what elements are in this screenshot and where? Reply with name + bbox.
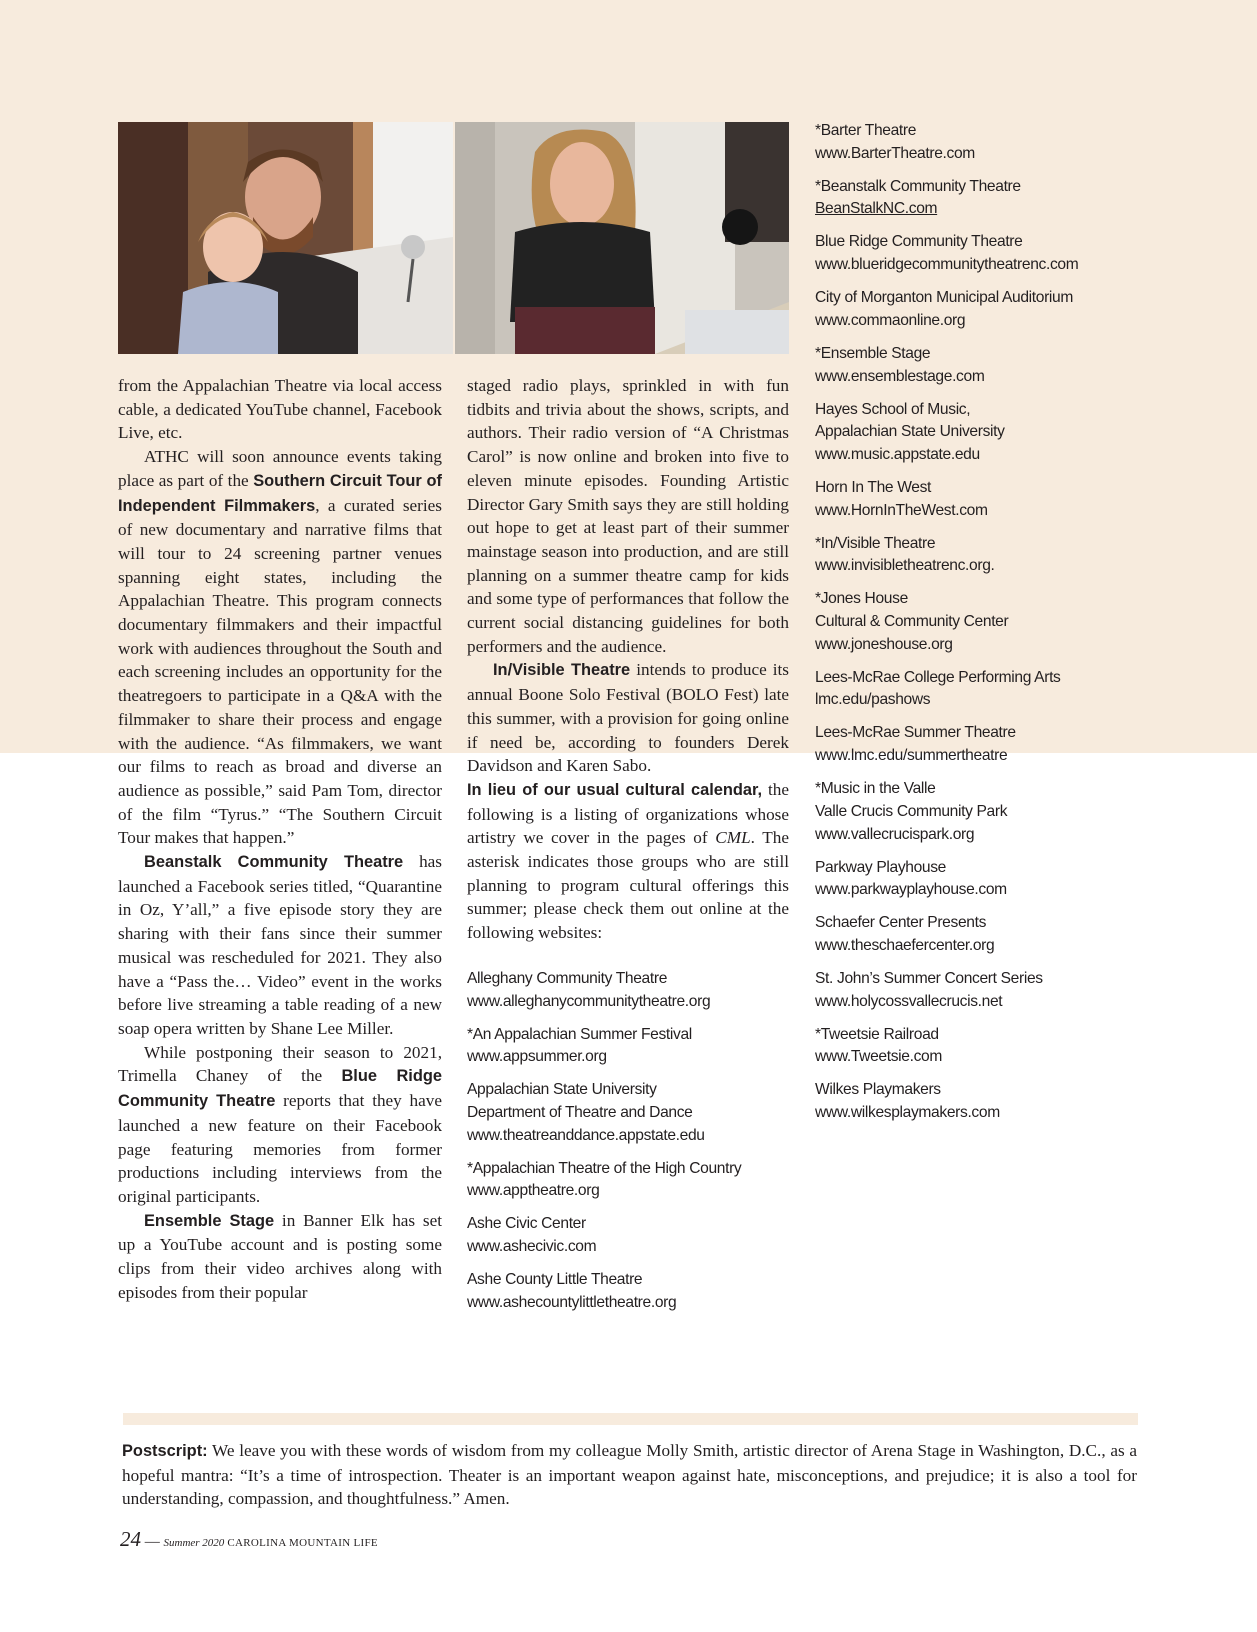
listing-name: Appalachian State University [467,1081,657,1099]
listing-entry [815,231,1155,276]
bold-org-name: Blue Ridge Community Theatre [118,1067,443,1111]
listing-url[interactable]: www.Tweetsie.com [815,1048,942,1066]
listing-entry [815,1079,1155,1124]
text: , a curated series of new documentary and narrative films that will tour to 24 screening partner venues spanning eight states, including the Appalachian Theatre. This program connects documentary filmmakers and their impactful work with audiences throughout the South and each screening includes an opportunity for the theatregoers to participate in a Q&A with the filmmaker to share their process and engage with the audience. “As filmmakers, we want our films to reach as broad and diverse an audience as possible,” said Pam Tom, director of the film “Tyrus.” “The Southern Circuit Tour makes that happen.” [118,495,442,848]
listing-url[interactable]: www.vallecrucispark.org [815,825,975,843]
listing-name: *An Appalachian Summer Festival [467,1025,692,1043]
listing-entry [467,1079,789,1147]
listing-name: City of Morganton Municipal Auditorium [815,289,1073,307]
listing-name: *Ensemble Stage [815,344,931,362]
listing-name: *Music in the Valle [815,780,936,798]
photo-woman-at-desk [455,122,789,354]
text: ATHC will soon announce events taking place as part of the [118,447,442,490]
listing-name: Lees-McRae College Performing Arts [815,668,1061,686]
text: reports that they have launched a new feature on their Facebook page featuring memories from former productions including interviews from the original participants. [118,1091,442,1206]
listing-name: Wilkes Playmakers [815,1081,941,1099]
page-number: 24 [120,1527,141,1551]
text: . The asterisk indicates those groups who are still planning to program cultural offerings this summer; please check them out online at the following websites: [467,828,789,943]
listing-name: Parkway Playhouse [815,858,946,876]
listing-url[interactable]: www.commaonline.org [815,311,966,329]
listing-entry [815,533,1155,578]
listing-url[interactable]: www.alleghanycommunitytheatre.org [467,992,711,1010]
listing-url[interactable]: www.holycossvallecrucis.net [815,992,1003,1010]
article-column-1 [118,374,442,1304]
listing-entry [815,667,1155,712]
listing-url[interactable]: www.theatreanddance.appstate.edu [467,1126,705,1144]
listing-name: Alleghany Community Theatre [467,969,668,987]
listing-name: Schaefer Center Presents [815,914,987,932]
postscript-text: We leave you with these words of wisdom from my colleague Molly Smith, artistic director of Arena Stage in Washington, D.C., as a hopeful mantra: “It’s a time of introspection. Theater is an important weapon against hate, misconceptions, and prejudice; it is also a tool for understanding, compassion, and thoughtfulness.” Amen. [122,1441,1137,1509]
listing-name: *Jones House [815,590,908,608]
listing-name: St. John’s Summer Concert Series [815,969,1043,987]
listing-entry [467,968,789,1013]
listing-name: *Appalachian Theatre of the High Country [467,1159,742,1177]
listing-entry [815,399,1155,467]
listing-name: Lees-McRae Summer Theatre [815,724,1016,742]
paragraph: staged radio plays, sprinkled in with fun tidbits and trivia about the shows, scripts, and authors. Their radio version of “A Christmas Carol” is now online and broken into five to eleven minute episodes. Founding Artistic Director Gary Smith says they are still holding out hope to get at least part of their summer mainstage season into production, and are still planning on a summer theatre camp for kids and some type of performances that follow the current social distancing guidelines for both performers and the audience. [467,376,789,656]
footer-dash: — [141,1534,164,1550]
listing-url[interactable]: www.theschaefercenter.org [815,936,995,954]
paragraph: from the Appalachian Theatre via local access cable, a dedicated YouTube channel, Facebook Live, etc. [118,376,442,443]
paragraph-blue-ridge [118,1041,442,1209]
listing-url[interactable]: www.apptheatre.org [467,1182,600,1200]
paragraph-invisible-theatre [467,658,789,778]
listing-url[interactable]: www.parkwayplayhouse.com [815,881,1007,899]
listing-entry [815,912,1155,957]
listing-group-col2 [467,968,789,1315]
listing-name: Horn In The West [815,478,932,496]
listing-url[interactable]: www.music.appstate.edu [815,445,980,463]
listing-entry [815,1024,1155,1069]
listing-entry [467,1158,789,1203]
footer-season: Summer 2020 [163,1537,225,1549]
listing-entry [815,343,1155,388]
listing-subname: Department of Theatre and Dance [467,1103,693,1121]
listing-url[interactable]: www.ashecivic.com [467,1238,597,1256]
listing-entry [815,778,1155,846]
listing-name: Ashe Civic Center [467,1215,586,1233]
listing-entry [815,287,1155,332]
paragraph-ensemble-stage [118,1209,442,1305]
listing-entry [815,722,1155,767]
postscript-paragraph [122,1439,1137,1511]
listing-name: *Beanstalk Community Theatre [815,177,1021,195]
listing-url[interactable]: www.invisibletheatrenc.org. [815,557,995,575]
listing-entry [467,1024,789,1069]
text: the following is a listing of organizations whose artistry we cover in the pages of [467,779,790,848]
text: While postponing their season to 2021, Trimella Chaney of the [118,1042,442,1086]
listing-name: Ashe County Little Theatre [467,1271,643,1289]
listing-url[interactable]: www.ashecountylittletheatre.org [467,1293,677,1311]
listing-entry [815,477,1155,522]
listing-url[interactable]: www.wilkesplaymakers.com [815,1104,1000,1122]
listing-subname: Valle Crucis Community Park [815,802,1008,820]
listing-url[interactable]: www.HornInTheWest.com [815,501,988,519]
listing-entry [815,120,1155,165]
listing-name: Hayes School of Music, [815,400,971,418]
listing-url[interactable]: lmc.edu/pashows [815,691,931,709]
listing-subname: Cultural & Community Center [815,613,1009,631]
listing-url[interactable]: www.blueridgecommunitytheatrenc.com [815,256,1079,274]
listing-url[interactable]: www.ensemblestage.com [815,367,985,385]
listing-url[interactable]: www.joneshouse.org [815,635,953,653]
listing-entry [815,857,1155,902]
page-footer [120,1527,378,1552]
listing-entry [467,1269,789,1314]
listing-entry [815,588,1155,656]
listing-name: *In/Visible Theatre [815,534,936,552]
bold-org-name: Southern Circuit Tour of Independent Filmmakers [118,471,443,515]
listing-name: *Tweetsie Railroad [815,1025,939,1043]
bold-org-name: Ensemble Stage [144,1211,275,1230]
listing-entry [815,968,1155,1013]
listing-url[interactable]: www.lmc.edu/summertheatre [815,747,1008,765]
paragraph-southern-circuit [118,445,442,850]
listing-name: Blue Ridge Community Theatre [815,233,1023,251]
listing-url[interactable]: www.appsummer.org [467,1048,607,1066]
bold-org-name: In/Visible Theatre [493,661,631,680]
article-column-2 [467,374,789,1325]
photo-father-daughter [118,122,453,354]
listing-group-col3 [815,120,1155,1135]
postscript-label: Postscript: [122,1442,208,1460]
text: in Banner Elk has set up a YouTube account and is posting some clips from their video archives along with episodes from their popular [118,1210,442,1302]
text: intends to produce its annual Boone Solo Festival (BOLO Fest) late this summer, with a provision for going online if need be, according to founders Derek Davidson and Karen Sabo. [467,660,789,776]
text: has launched a Facebook series titled, “Quarantine in Oz, Y’all,” a five episode story they are sharing with their fans since their summer musical was rescheduled for 2021. They also have a “Pass the… Video” event in the works before live streaming a table reading of a new soap opera written by Shane Lee Miller. [118,852,442,1038]
listing-entry [815,176,1155,221]
italic-publication: CML [715,828,751,848]
listing-url[interactable]: BeanStalkNC.com [815,200,938,218]
listing-name: *Barter Theatre [815,122,917,139]
bold-org-name: Beanstalk Community Theatre [144,853,404,872]
bold-heading: In lieu of our usual cultural calendar, [467,780,763,799]
listing-subname: Appalachian State University [815,423,1005,441]
divider-band [123,1413,1138,1425]
listing-entry [467,1213,789,1258]
paragraph-calendar-intro [467,778,789,945]
footer-magazine-name: CAROLINA MOUNTAIN LIFE [224,1537,378,1549]
paragraph-beanstalk [118,850,442,1041]
listing-url[interactable]: www.BarterTheatre.com [815,144,975,162]
